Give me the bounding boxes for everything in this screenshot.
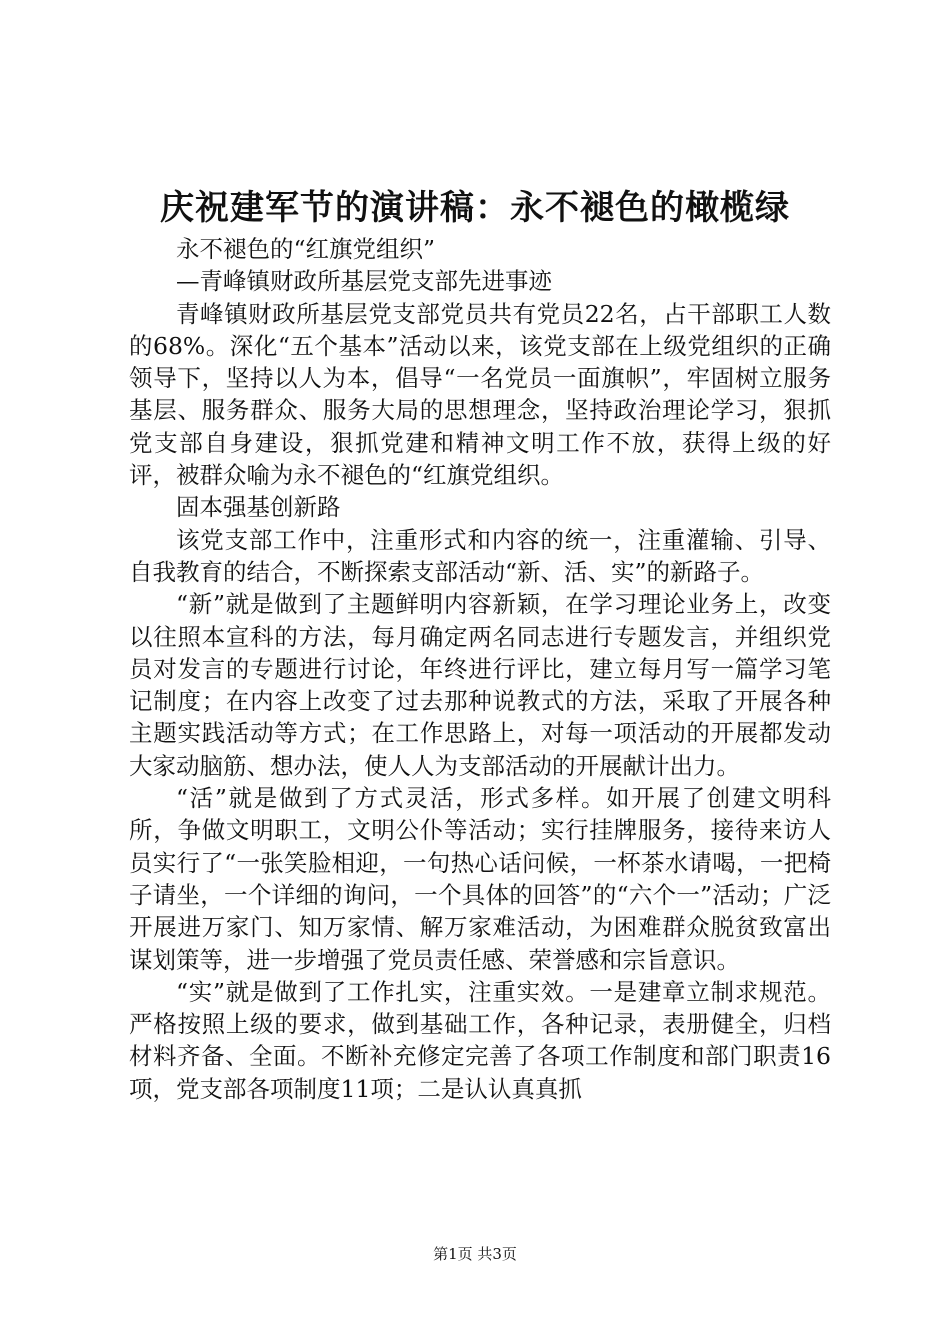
subtitle-line: 永不褪色的“红旗党组织” [176,235,436,263]
subtitle-line: —青峰镇财政所基层党支部先进事迹 [176,267,552,296]
document-title: 庆祝建军节的演讲稿：永不褪色的橄榄绿 [160,188,790,228]
body-paragraph: “活”就是做到了方式灵活，形式多样。如开展了创建文明科所，争做文明职工，文明公仆等活动；实行挂牌服务，接待来访人员实行了“一张笑脸相迎，一句热心话问候，一杯茶水请喝，一把椅子请坐，一个详细的询问，一个具体的回答”的“六个一”活动；广泛开展进万家门、知万家情、解万家难活动，为困难群众脱贫致富出谋划策等，进一步增强了党员责任感、荣誉感和宗旨意识。 [129,784,831,974]
section-heading: 固本强基创新路 [176,493,341,522]
document-body [129,233,831,1105]
body-paragraph: “实”就是做到了工作扎实，注重实效。一是建章立制求规范。严格按照上级的要求，做到基础工作，各种记录，表册健全，归档材料齐备、全面。不断补充修定完善了各项工作制度和部门职责16项，党支部各项制度11项；二是认认真真抓 [129,977,831,1103]
body-paragraph: 该党支部工作中，注重形式和内容的统一，注重灌输、引导、自我教育的结合，不断探索支部活动“新、活、实”的新路子。 [129,525,831,586]
body-paragraph: “新”就是做到了主题鲜明内容新颖，在学习理论业务上，改变以往照本宣科的方法，每月确定两名同志进行专题发言，并组织党员对发言的专题进行讨论，年终进行评比，建立每月写一篇学习笔记制度；在内容上改变了过去那种说教式的方法，采取了开展各种主题实践活动等方式；在工作思路上，对每一项活动的开展都发动大家动脑筋、想办法，使人人为支部活动的开展献计出力。 [129,590,831,780]
page-number: 第1页 共3页 [433,1245,517,1263]
body-paragraph: 青峰镇财政所基层党支部党员共有党员22名，占干部职工人数的68%。深化“五个基本”活动以来，该党支部在上级党组织的正确领导下，坚持以人为本，倡导“一名党员一面旗帜”，牢固树立服务基层、服务群众、服务大局的思想理念，坚持政治理论学习，狠抓党支部自身建设，狠抓党建和精神文明工作不放，获得上级的好评，被群众喻为永不褪色的“红旗党组织。 [129,299,831,490]
